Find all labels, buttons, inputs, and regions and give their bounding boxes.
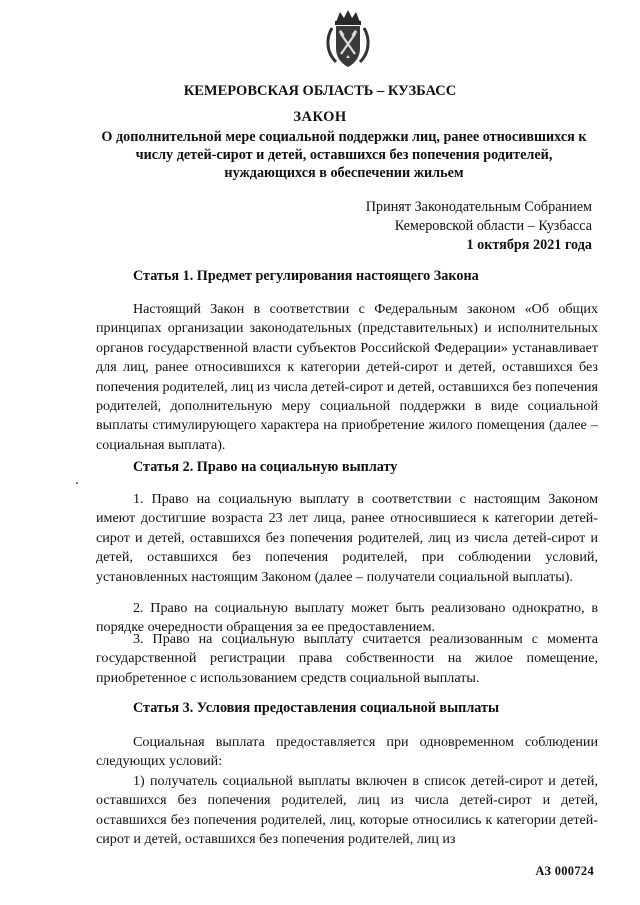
article-3-paragraph-1: Социальная выплата предоставляется при одновременном соблюдении следующих условий: (96, 734, 598, 770)
adoption-date: 1 октября 2021 года (466, 237, 592, 253)
adoption-line-2: Кемеровской области – Кузбасса (394, 218, 592, 234)
article-1-heading: Статья 1. Предмет регулирования настоящего Закона (133, 268, 479, 284)
adoption-line-1: Принят Законодательным Собранием (365, 199, 592, 215)
document-type: ЗАКОН (293, 109, 347, 125)
article-1-paragraph: Настоящий Закон в соответствии с Федеральным законом «Об общих принципах организации законодательных (представительных) и исполнительных органов государственной власти субъектов Российской Федерации» устанавливает для лиц, ранее относившихся к категории детей-сирот и детей, оставшихся без попечения родителей, лиц из числа детей-сирот и детей, оставшихся без попечения родителей, дополнительную меру социальной поддержки в виде социальной выплаты стимулирующего характера на приобретение жилого помещения (далее – социальная выплата). (96, 301, 598, 453)
document-serial-number: АЗ 000724 (535, 864, 594, 878)
coat-of-arms-emblem (324, 8, 372, 70)
adoption-block (366, 198, 592, 255)
article-2-paragraph-2: 2. Право на социальную выплату может быть реализовано однократно, в порядке очередности обращения за ее предоставлением. (96, 600, 598, 636)
region-title: КЕМЕРОВСКАЯ ОБЛАСТЬ – КУЗБАСС (183, 83, 457, 99)
article-3-paragraph-2: 1) получатель социальной выплаты включен в список детей-сирот и детей, оставшихся без попечения родителей, лиц из числа детей-сирот и детей, оставшихся без попечения родителей, лиц, которые относились к категории детей-сирот и детей, оставшихся без попечения родителей, лиц из (96, 773, 598, 848)
law-title: О дополнительной мере социальной поддержки лиц, ранее относившихся к числу детей-сирот и детей, оставшихся без попечения родителей, нуждающихся в обеспечении жильем (101, 129, 587, 181)
article-2-paragraph-1: 1. Право на социальную выплату в соответствии с настоящим Законом имеют достигшие возраста 23 лет лица, ранее относившиеся к категории детей-сирот и детей, оставшихся без попечения родителей, лиц из числа детей-сирот и детей, оставшихся без попечения родителей, при соблюдении условий, установленных настоящим Законом (далее – получатели социальной выплаты). (96, 491, 598, 585)
article-2-paragraph-3: 3. Право на социальную выплату считается реализованным с момента государственной регистрации права собственности на жилое помещение, приобретенное с использованием средств социальной выплаты. (96, 631, 598, 686)
article-2-heading: Статья 2. Право на социальную выплату (133, 459, 398, 475)
article-3-heading: Статья 3. Условия предоставления социальной выплаты (133, 700, 500, 716)
scan-speck (76, 482, 78, 484)
